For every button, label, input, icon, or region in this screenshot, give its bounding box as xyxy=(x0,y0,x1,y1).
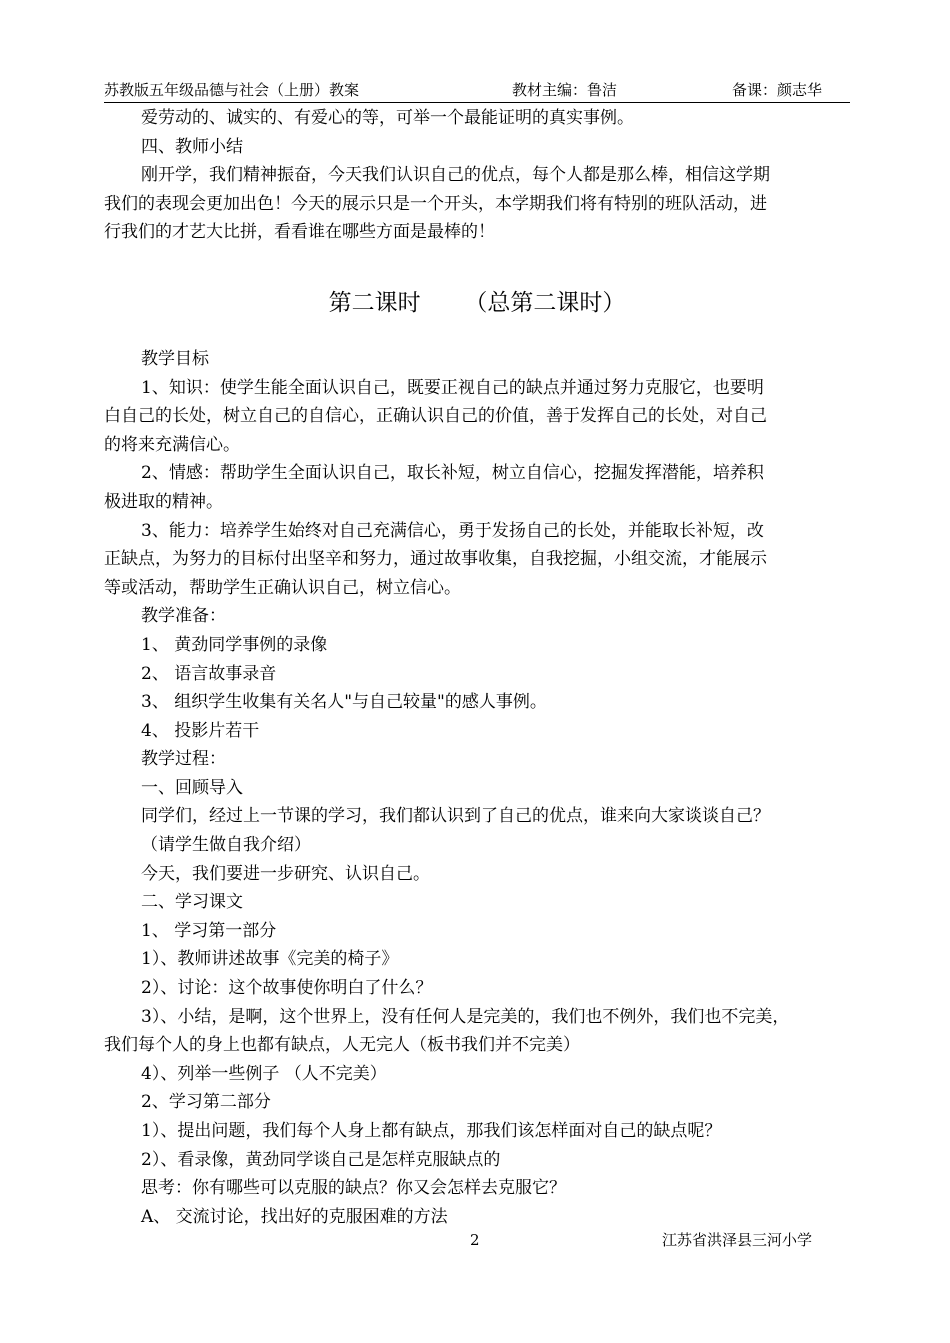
text-line: 1）、提出问题，我们每个人身上都有缺点，那我们该怎样面对自己的缺点呢？ xyxy=(141,1121,722,1141)
text-line: 2）、看录像，黄劲同学谈自己是怎样克服缺点的 xyxy=(141,1149,501,1170)
text-line: 二、学习课文 xyxy=(141,892,243,913)
header-chief-editor: 教材主编：鲁洁 xyxy=(512,81,618,99)
text-line: 白自己的长处，树立自己的自信心，正确认识自己的价值，善于发挥自己的长处，对自己 xyxy=(104,406,767,427)
previous-section-text xyxy=(104,104,850,247)
page-number: 2 xyxy=(470,1231,480,1249)
text-line: 2）、讨论：这个故事使你明白了什么？ xyxy=(141,978,433,999)
text-line: A、 交流讨论，找出好的克服困难的方法 xyxy=(141,1206,448,1227)
text-line: 2、情感：帮助学生全面认识自己，取长补短，树立自信心，挖掘发挥潜能，培养积 xyxy=(141,463,764,484)
text-line: 3、 组织学生收集有关名人"与自己较量"的感人事例。 xyxy=(141,692,547,713)
footer-school-name: 江苏省洪泽县三河小学 xyxy=(662,1231,813,1249)
text-line: 一、回顾导入 xyxy=(141,777,243,798)
header-course-title: 苏教版五年级品德与社会（上册）教案 xyxy=(104,81,360,99)
text-line: 3）、小结，是啊，这个世界上，没有任何人是完美的，我们也不例外，我们也不完美， xyxy=(141,1006,790,1027)
document-body xyxy=(104,104,850,1231)
text-line: 2、学习第二部分 xyxy=(141,1092,271,1113)
lesson-plan-text xyxy=(104,345,850,1231)
text-line: 行我们的才艺大比拼，看看谁在哪些方面是最棒的！ xyxy=(104,222,495,243)
text-line: 的将来充满信心。 xyxy=(104,434,240,455)
text-line: 等或活动，帮助学生正确认识自己，树立信心。 xyxy=(104,577,461,598)
text-line: 4）、列举一些例子 （人不完美） xyxy=(141,1063,387,1084)
section-title: 第二课时 （总第二课时） xyxy=(328,289,626,316)
text-line: 同学们，经过上一节课的学习，我们都认识到了自己的优点，谁来向大家谈谈自己？ xyxy=(141,806,770,827)
text-line: 思考：你有哪些可以克服的缺点？你又会怎样去克服它？ xyxy=(141,1178,566,1199)
text-line: 爱劳动的、诚实的、有爱心的等，可举一个最能证明的真实事例。 xyxy=(141,108,634,128)
text-line: 1、 黄劲同学事例的录像 xyxy=(141,634,328,655)
text-line: 极进取的精神。 xyxy=(104,491,223,512)
text-line: 1、 学习第一部分 xyxy=(141,920,277,941)
page-header xyxy=(104,80,850,103)
text-line: 2、 语言故事录音 xyxy=(141,663,277,684)
text-line: 今天，我们要进一步研究、认识自己。 xyxy=(141,863,430,884)
text-line: 1、知识：使学生能全面认识自己，既要正视自己的缺点并通过努力克服它，也要明 xyxy=(141,377,764,398)
text-line: 教学目标 xyxy=(141,348,209,369)
text-line: 我们的表现会更加出色！今天的展示只是一个开头，本学期我们将有特别的班队活动，进 xyxy=(104,193,767,214)
text-line: 刚开学，我们精神振奋，今天我们认识自己的优点，每个人都是那么棒，相信这学期 xyxy=(141,165,770,186)
text-line: 四、教师小结 xyxy=(141,136,243,157)
text-line: 1）、教师讲述故事《完美的椅子》 xyxy=(141,949,399,970)
header-lesson-preparer: 备课：颜志华 xyxy=(732,81,823,99)
text-line: 教学准备： xyxy=(141,606,226,627)
text-line: 4、 投影片若干 xyxy=(141,720,260,741)
text-line: （请学生做自我介绍） xyxy=(141,835,311,856)
text-line: 教学过程： xyxy=(141,749,226,770)
text-line: 3、能力：培养学生始终对自己充满信心，勇于发扬自己的长处，并能取长补短，改 xyxy=(141,520,764,541)
text-line: 我们每个人的身上也都有缺点，人无完人（板书我们并不完美） xyxy=(104,1035,580,1056)
text-line: 正缺点，为努力的目标付出坚辛和努力，通过故事收集，自我挖掘，小组交流，才能展示 xyxy=(104,549,767,570)
